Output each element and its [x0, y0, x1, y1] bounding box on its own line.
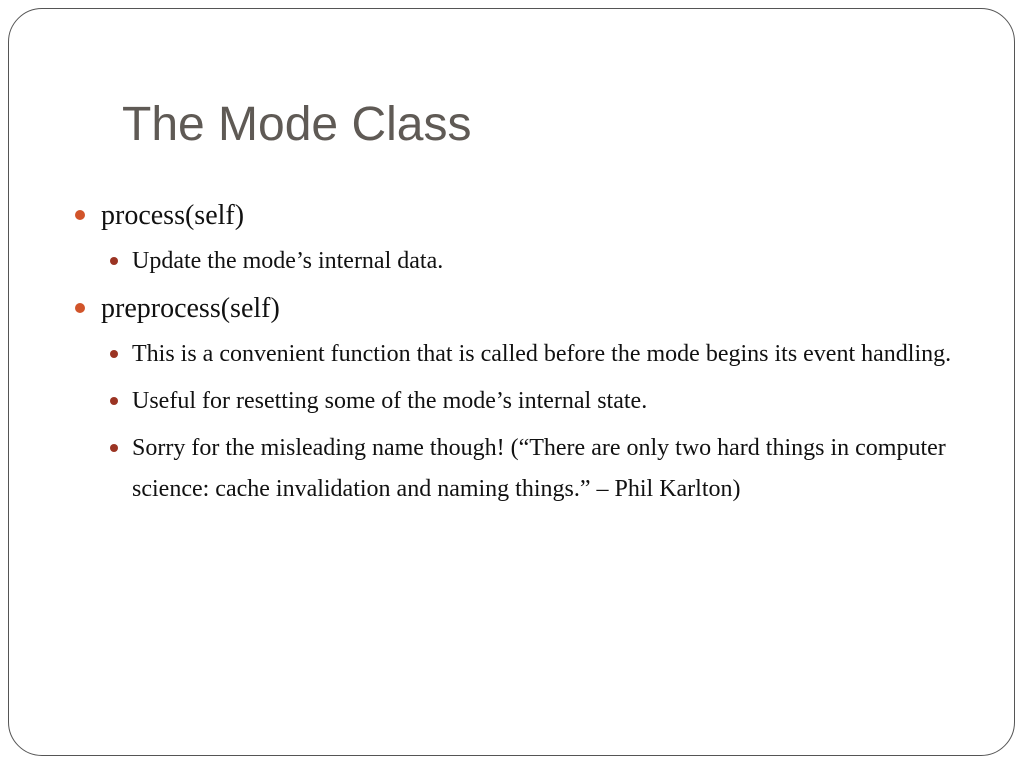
- slide-frame: [8, 8, 1015, 756]
- sub-bullet-dot-icon: [110, 397, 118, 405]
- bullet-dot-icon: [75, 303, 85, 313]
- sub-bullet-text: Useful for resetting some of the mode’s internal state.: [132, 388, 648, 414]
- sub-bullet-resetting-state: [69, 381, 974, 422]
- sub-bullet-karlton-quote: [69, 428, 974, 510]
- sub-bullet-list: [69, 334, 974, 510]
- sub-bullet-update-data: [69, 241, 974, 282]
- bullet-process: [69, 195, 974, 237]
- slide-title: The Mode Class: [122, 98, 472, 151]
- sub-bullet-dot-icon: [110, 444, 118, 452]
- bullet-list: [69, 195, 974, 516]
- sub-bullet-dot-icon: [110, 257, 118, 265]
- bullet-preprocess: [69, 288, 974, 330]
- sub-bullet-text: This is a convenient function that is called before the mode begins its event handling.: [132, 341, 952, 367]
- bullet-text: process(self): [101, 200, 245, 231]
- sub-bullet-dot-icon: [110, 350, 118, 358]
- bullet-dot-icon: [75, 210, 85, 220]
- sub-bullet-list: [69, 241, 974, 282]
- sub-bullet-text: Sorry for the misleading name though! (“There are only two hard things in computer science: cache invalidation and naming things.” – Phil Karlton): [132, 435, 946, 502]
- sub-bullet-text: Update the mode’s internal data.: [132, 248, 444, 274]
- sub-bullet-convenient-function: [69, 334, 974, 375]
- bullet-text: preprocess(self): [101, 293, 280, 324]
